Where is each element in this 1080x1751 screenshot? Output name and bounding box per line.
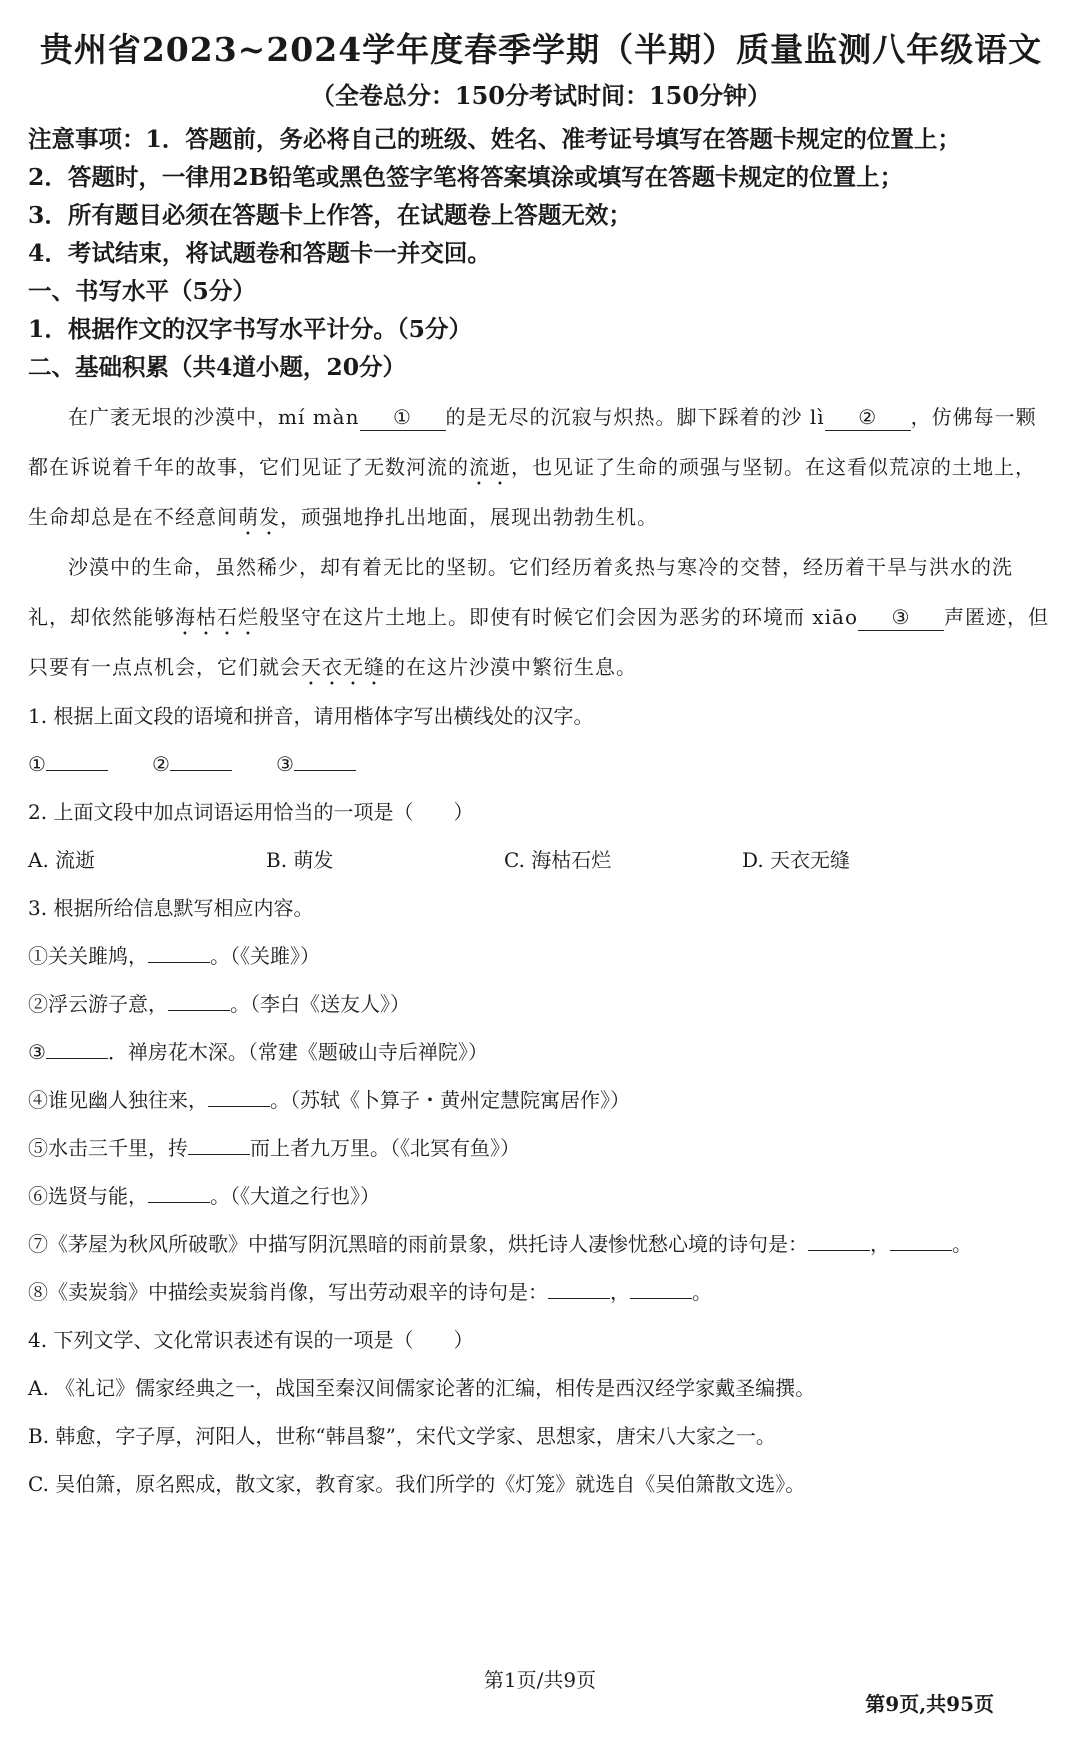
answer-line	[548, 1280, 610, 1299]
answer-slot-3	[276, 740, 400, 788]
page-number-total: 第9页,共95页	[865, 1692, 994, 1716]
answer-slot-2	[152, 740, 276, 788]
passage-blank-3: ③	[858, 604, 944, 631]
recite-item-4	[28, 1076, 1054, 1124]
recite-sep: ，	[610, 1280, 630, 1304]
answer-slot-1	[28, 740, 152, 788]
exam-title: 贵州省2023~2024学年度春季学期（半期）质量监测八年级语文	[39, 30, 1043, 69]
question-1-blanks	[28, 740, 1054, 788]
recite-text: ①关关雎鸠，	[28, 944, 148, 968]
recite-source: 。（李白《送友人》）	[230, 992, 410, 1016]
recite-text: ④谁见幽人独往来，	[28, 1088, 208, 1112]
passage-text: 声匿迹，但只要有一点点机会，它们就会	[28, 605, 1049, 679]
recite-text: ②浮云游子意，	[28, 992, 168, 1016]
recite-text: ③	[28, 1040, 46, 1064]
recite-source: 。（《大道之行也》）	[210, 1184, 380, 1208]
recite-text: ⑥选贤与能，	[28, 1184, 148, 1208]
passage-text: 沙漠中的生命，虽然稀少，却有着无比的坚韧。它们经历着炙热与寒冷的交替，经历着干旱与洪水的洗礼，却依然能够	[28, 555, 1013, 629]
recite-item-7	[28, 1220, 1054, 1268]
passage-blank-2: ②	[825, 404, 911, 431]
passage-text: ，仿佛每一颗都在诉说着千年的故事，它们见证了无数河流的	[28, 405, 1037, 479]
reading-passage	[28, 392, 1054, 692]
dotted-word-3: 海枯石烂	[175, 605, 259, 629]
passage-text: 在广袤无垠的沙漠中，mí màn	[68, 405, 360, 429]
answer-line	[890, 1232, 952, 1251]
option-b: B. 萌发	[266, 848, 334, 872]
dotted-word-4: 天衣无缝	[301, 655, 385, 679]
answer-line	[46, 1040, 108, 1059]
section-1-question: 1．根据作文的汉字书写水平计分。（5分）	[28, 315, 472, 343]
question-4-option-c: C. 吴伯箫，原名熙成，散文家，教育家。我们所学的《灯笼》就选自《吴伯箫散文选》。	[28, 1472, 806, 1496]
answer-line	[148, 944, 210, 963]
passage-text: ，顽强地挣扎出地面，展现出勃勃生机。	[280, 505, 658, 529]
slot-label: ②	[152, 752, 170, 776]
dotted-word-1: 流逝	[469, 455, 511, 479]
section-2-heading: 二、基础积累（共4道小题，20分）	[28, 353, 407, 381]
section-1-heading: 一、书写水平（5分）	[28, 277, 256, 305]
slot-label: ①	[28, 752, 46, 776]
passage-blank-1: ①	[360, 404, 446, 431]
answer-line	[188, 1136, 250, 1155]
recite-item-8	[28, 1268, 1054, 1316]
note-line-1: 注意事项：1．答题前，务必将自己的班级、姓名、准考证号填写在答题卡规定的位置上；	[28, 125, 961, 153]
note-line-4: 4．考试结束，将试题卷和答题卡一并交回。	[28, 239, 491, 267]
note-line-3: 3．所有题目必须在答题卡上作答，在试题卷上答题无效；	[28, 201, 632, 229]
question-4-option-a: A. 《礼记》儒家经典之一，战国至秦汉间儒家论著的汇编，相传是西汉经学家戴圣编撰。	[28, 1376, 816, 1400]
passage-text: 般坚守在这片土地上。即使有时候它们会因为恶劣的环境而 xiāo	[259, 605, 858, 629]
exam-subtitle: （全卷总分：150分考试时间：150分钟）	[310, 81, 772, 110]
answer-line	[170, 752, 232, 771]
passage-text: 的在这片沙漠中繁衍生息。	[385, 655, 637, 679]
passage-paragraph-1	[28, 392, 1054, 542]
recite-item-5	[28, 1124, 1054, 1172]
answer-line	[808, 1232, 870, 1251]
question-2-options	[28, 836, 1054, 884]
answer-line	[168, 992, 230, 1011]
answer-line	[46, 752, 108, 771]
recite-text: ⑧《卖炭翁》中描绘卖炭翁肖像，写出劳动艰辛的诗句是：	[28, 1280, 548, 1304]
recite-item-2	[28, 980, 1054, 1028]
dotted-word-2: 萌发	[238, 505, 280, 529]
answer-line	[148, 1184, 210, 1203]
slot-label: ③	[276, 752, 294, 776]
page-number: 第1页/共9页	[483, 1668, 597, 1692]
recite-sep: ，	[870, 1232, 890, 1256]
question-4-option-b: B. 韩愈，字子厚，河阳人，世称“韩昌黎”，宋代文学家、思想家，唐宋八大家之一。	[28, 1424, 776, 1448]
question-4-stem: 4. 下列文学、文化常识表述有误的一项是（ ）	[28, 1328, 474, 1352]
passage-text: ，也见证了生命的顽强与坚韧。在这看似荒凉的土地上，生命却总是在不经意间	[28, 455, 1036, 529]
question-1-stem: 1. 根据上面文段的语境和拼音，请用楷体字写出横线处的汉字。	[28, 704, 594, 728]
option-a: A. 流逝	[28, 848, 96, 872]
recite-source: 而上者九万里。（《北冥有鱼》）	[250, 1136, 520, 1160]
recite-end: 。	[692, 1280, 712, 1304]
passage-paragraph-2	[28, 542, 1054, 692]
option-d: D. 天衣无缝	[742, 848, 851, 872]
recite-text: ⑤水击三千里，抟	[28, 1136, 188, 1160]
question-3-stem: 3. 根据所给信息默写相应内容。	[28, 896, 314, 920]
recite-source: 。（苏轼《卜算子・黄州定慧院寓居作》）	[270, 1088, 630, 1112]
answer-line	[208, 1088, 270, 1107]
recite-item-6	[28, 1172, 1054, 1220]
exam-page	[0, 28, 1080, 1751]
note-line-2: 2．答题时，一律用2B铅笔或黑色签字笔将答案填涂或填写在答题卡规定的位置上；	[28, 163, 904, 191]
recite-source: ．禅房花木深。（常建《题破山寺后禅院》）	[107, 1040, 488, 1064]
passage-text: 的是无尽的沉寂与炽热。脚下踩着的沙 lì	[445, 405, 825, 429]
recite-item-3	[28, 1028, 1054, 1076]
recite-end: 。	[952, 1232, 972, 1256]
recite-source: 。（《关雎》）	[210, 944, 320, 968]
answer-line	[294, 752, 356, 771]
option-c: C. 海枯石烂	[504, 848, 612, 872]
notes-block	[28, 120, 1054, 272]
question-2-stem: 2. 上面文段中加点词语运用恰当的一项是（ ）	[28, 800, 474, 824]
recite-item-1	[28, 932, 1054, 980]
answer-line	[630, 1280, 692, 1299]
recite-text: ⑦《茅屋为秋风所破歌》中描写阴沉黑暗的雨前景象，烘托诗人凄惨忧愁心境的诗句是：	[28, 1232, 808, 1256]
